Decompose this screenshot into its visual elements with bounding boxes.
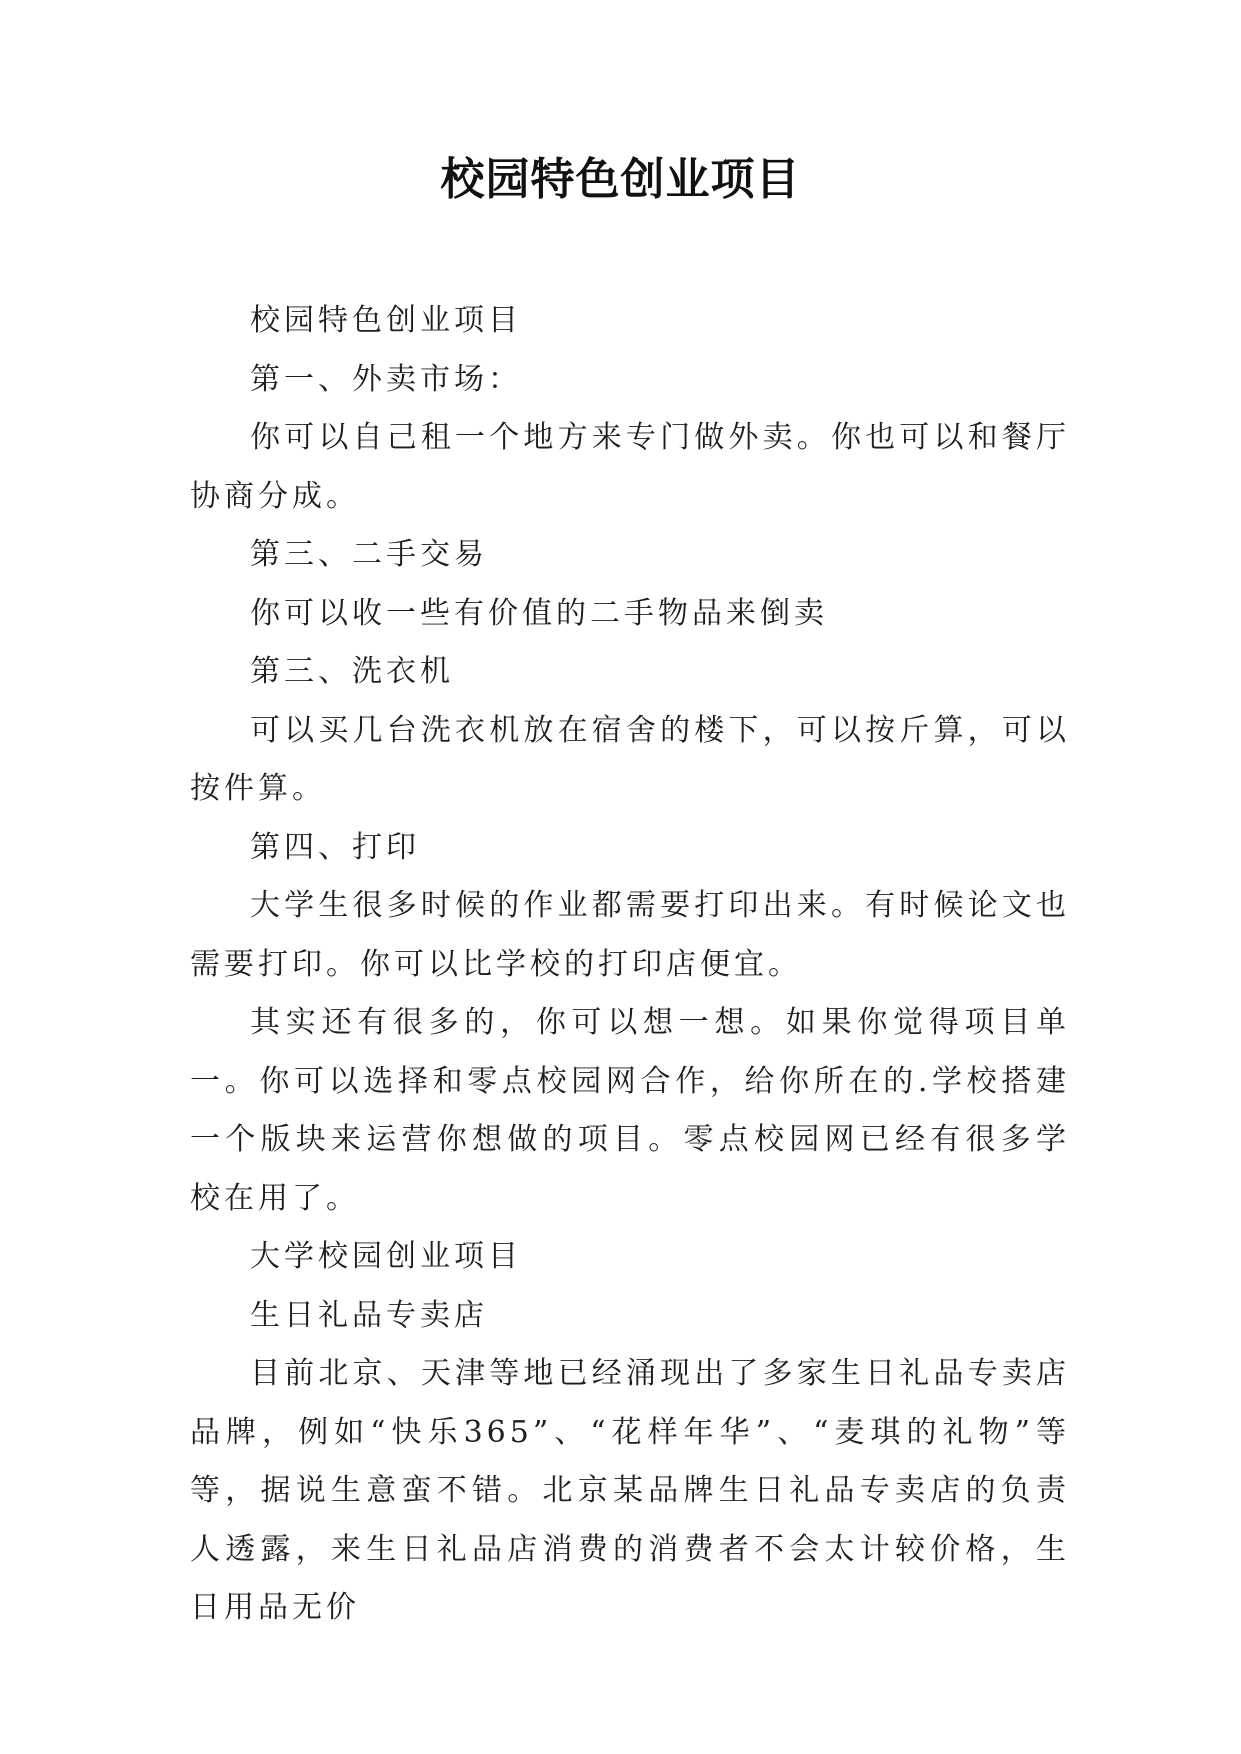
paragraph-heading-laundry: 第三、洗衣机 xyxy=(250,654,454,689)
paragraph-secondhand-text: 你可以收一些有价值的二手物品来倒卖 xyxy=(250,595,828,631)
paragraph-laundry-text: 可以买几台洗衣机放在宿舍的楼下，可以按斤算，可以按件算。 xyxy=(190,712,1070,806)
paragraph-heading-takeout: 第一、外卖市场： xyxy=(250,361,522,397)
paragraph-gift-shop-text: 目前北京、天津等地已经涌现出了多家生日礼品专卖店品牌，例如“快乐365”、“花样年华”、“麦琪的礼物”等等，据说生意蛮不错。北京某品牌生日礼品专卖店的负责人透露，来生日礼品店消费的消费者不会太计较价格，生日用品无价 xyxy=(190,1356,1070,1625)
paragraph-heading-secondhand: 第三、二手交易 xyxy=(250,537,488,572)
paragraph-more-ideas: 其实还有很多的，你可以想一想。如果你觉得项目单一。你可以选择和零点校园网合作，给你所在的.学校搭建一个版块来运营你想做的项目。零点校园网已经有很多学校在用了。 xyxy=(190,1005,1070,1216)
document-title: 校园特色创业项目 xyxy=(440,154,801,205)
paragraph-takeout-text: 你可以自己租一个地方来专门做外卖。你也可以和餐厅协商分成。 xyxy=(190,420,1070,514)
paragraph-heading-intro: 校园特色创业项目 xyxy=(250,303,522,338)
paragraph-heading-printing: 第四、打印 xyxy=(250,829,420,865)
paragraph-heading-gift-shop: 生日礼品专卖店 xyxy=(250,1297,488,1333)
document-body xyxy=(190,292,1070,1638)
paragraph-printing-text: 大学生很多时候的作业都需要打印出来。有时候论文也需要打印。你可以比学校的打印店便宜。 xyxy=(190,888,1070,982)
paragraph-heading-campus: 大学校园创业项目 xyxy=(250,1239,522,1274)
